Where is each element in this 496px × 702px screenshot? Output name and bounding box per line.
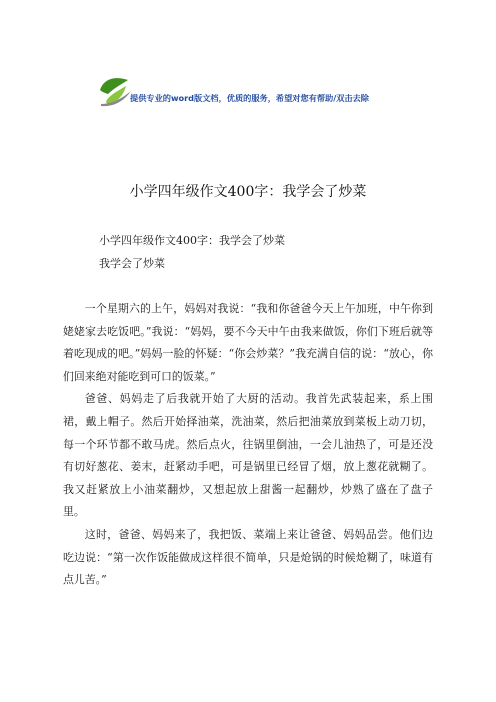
paragraph-1: 一个星期六的上午，妈妈对我说：“我和你爸爸今天上午加班，中午你到姥姥家去吃饭吧。”我说：“妈妈，要不今天中午由我来做饭，你们下班后就等着吃现成的吧。”妈妈一脸的怀疑：“你会炒菜？”我充满自信的说：“放心，你们回来绝对能吃到可口的饭菜。” [63,302,433,383]
leaf-logo-icon [98,74,132,108]
banner-text: 提供专业的word版文档，优质的服务，希望对您有帮助/双击去除 [130,93,369,103]
subtitle-line-1: 小学四年级作文400字：我学会了炒菜 [99,234,285,247]
paragraph-3: 这时，爸爸、妈妈来了，我把饭、菜端上来让爸爸、妈妈品尝。他们边吃边说：“第一次作饭能做成这样很不简单，只是炝锅的时候炝糊了，味道有点儿苦。” [63,527,433,587]
document-title: 小学四年级作文400字：我学会了炒菜 [129,184,367,200]
header-banner[interactable] [98,74,428,108]
document-body [63,298,433,592]
subtitle-line-2: 我学会了炒菜 [99,257,165,270]
paragraph-2: 爸爸、妈妈走了后我就开始了大厨的活动。我首先武装起来，系上围裙，戴上帽子。然后开始择油菜，洗油菜，然后把油菜放到菜板上动刀切，每一个环节都不敢马虎。然后点火，往锅里倒油，一会儿油热了，可是还没有切好葱花、姜末，赶紧动手吧，可是锅里已经冒了烟，放上葱花就糊了。我又赶紧放上小油菜翻炒，又想起放上甜酱一起翻炒，炒熟了盛在了盘子里。 [63,392,433,519]
